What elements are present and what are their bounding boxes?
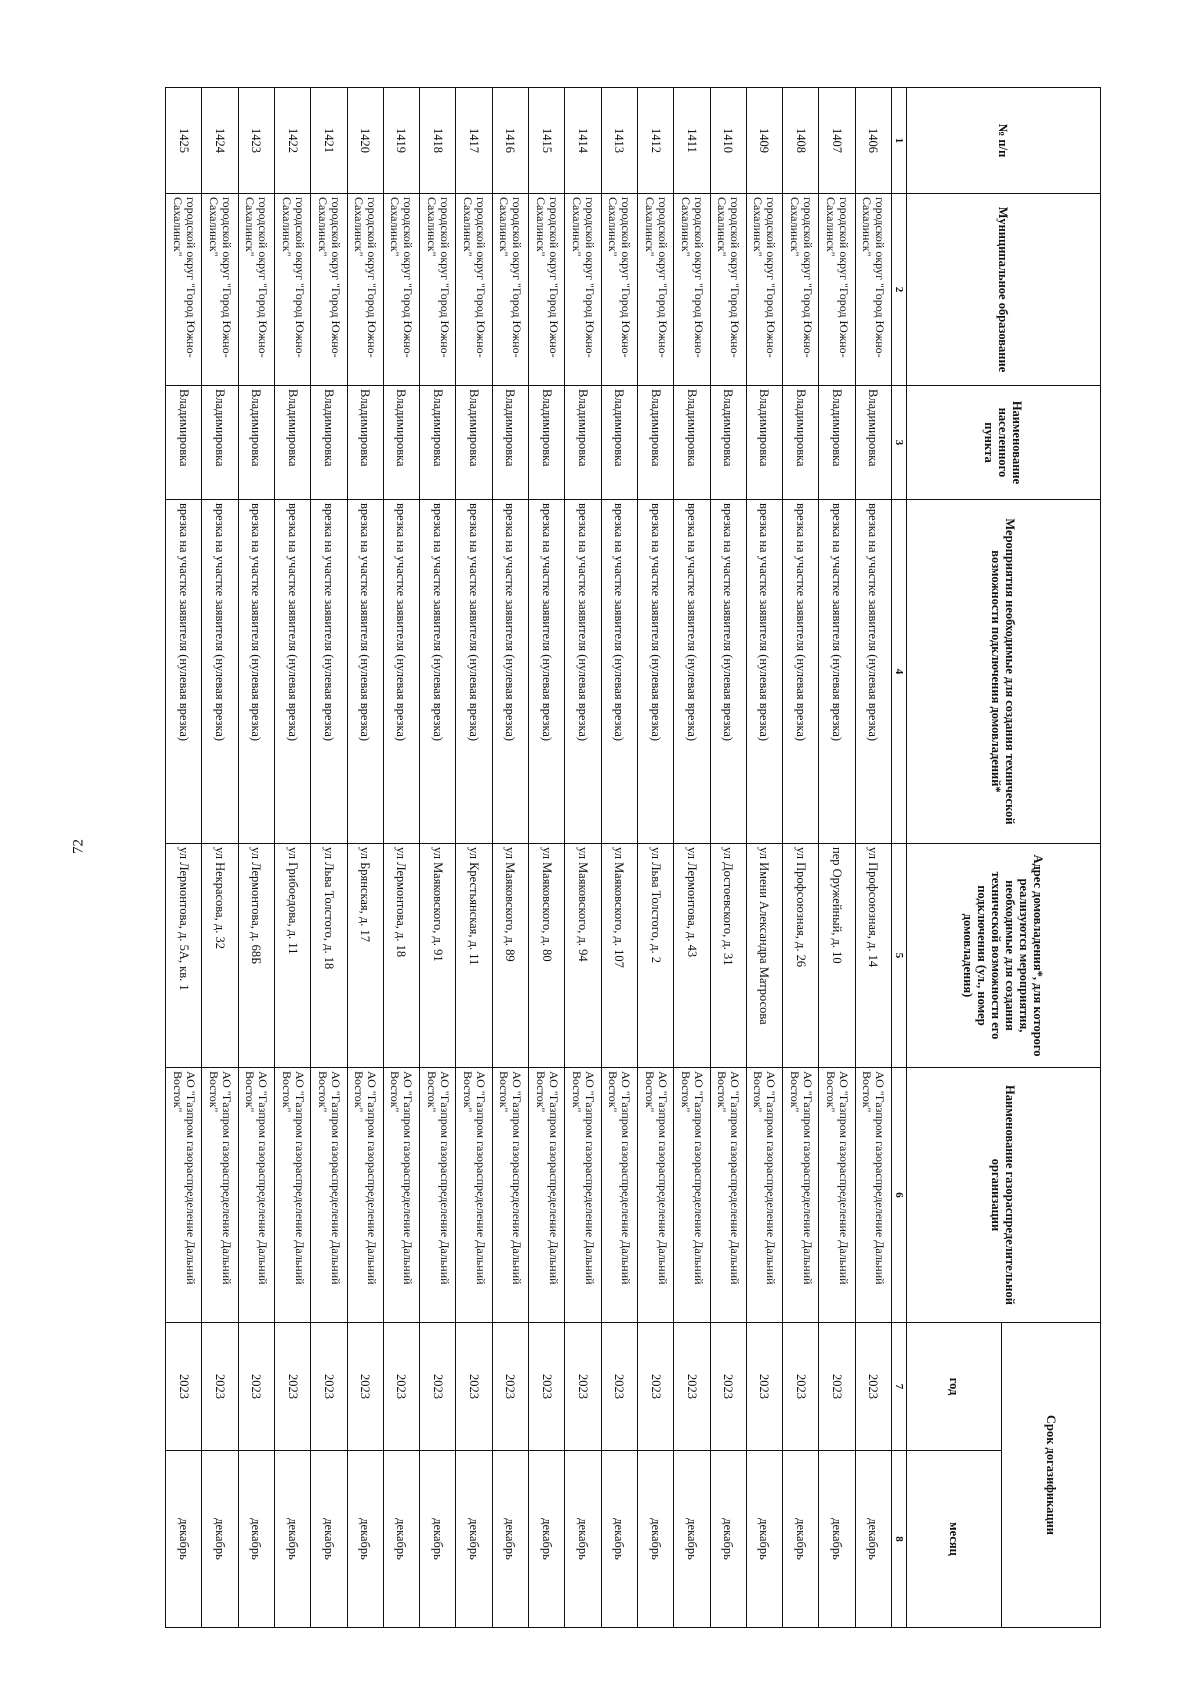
cell-number: 1407 (819, 88, 855, 194)
cell-address: ул Брянская, д. 17 (347, 844, 383, 1068)
cell-year: 2023 (674, 1323, 710, 1451)
cell-year: 2023 (383, 1323, 419, 1451)
cell-address: ул Лермонтова, д. 68Б (238, 844, 274, 1068)
cell-organization: АО "Газпром газораспределение Дальний Восток" (674, 1068, 710, 1323)
cell-settlement: Владимировка (746, 386, 782, 500)
column-number: 4 (892, 500, 907, 844)
header-num: № п/п (907, 88, 1101, 194)
cell-year: 2023 (166, 1323, 202, 1451)
column-number: 2 (892, 194, 907, 386)
table-body (166, 88, 892, 1628)
cell-year: 2023 (492, 1323, 528, 1451)
cell-organization: АО "Газпром газораспределение Дальний Восток" (819, 1068, 855, 1323)
cell-year: 2023 (202, 1323, 238, 1451)
cell-number: 1412 (637, 88, 673, 194)
column-number: 7 (892, 1323, 907, 1451)
cell-year: 2023 (565, 1323, 601, 1451)
cell-year: 2023 (238, 1323, 274, 1451)
cell-month: декабрь (855, 1451, 891, 1628)
table-row (456, 88, 492, 1628)
cell-organization: АО "Газпром газораспределение Дальний Восток" (202, 1068, 238, 1323)
cell-address: ул Лермонтова, д. 5А, кв. 1 (166, 844, 202, 1068)
table-row (238, 88, 274, 1628)
cell-settlement: Владимировка (311, 386, 347, 500)
cell-settlement: Владимировка (637, 386, 673, 500)
cell-month: декабрь (529, 1451, 565, 1628)
cell-year: 2023 (347, 1323, 383, 1451)
table-row (819, 88, 855, 1628)
cell-number: 1420 (347, 88, 383, 194)
cell-settlement: Владимировка (166, 386, 202, 500)
table-row (674, 88, 710, 1628)
cell-settlement: Владимировка (492, 386, 528, 500)
header-deadline: Срок догазификации (1002, 1323, 1101, 1628)
cell-settlement: Владимировка (274, 386, 310, 500)
cell-organization: АО "Газпром газораспределение Дальний Восток" (383, 1068, 419, 1323)
cell-measure: врезка на участке заявителя (нулевая врезка) (383, 500, 419, 844)
cell-year: 2023 (819, 1323, 855, 1451)
cell-number: 1423 (238, 88, 274, 194)
cell-year: 2023 (783, 1323, 819, 1451)
cell-number: 1415 (529, 88, 565, 194)
cell-municipality: городской округ "Город Южно-Сахалинск" (601, 194, 637, 386)
cell-measure: врезка на участке заявителя (нулевая врезка) (238, 500, 274, 844)
cell-number: 1411 (674, 88, 710, 194)
cell-settlement: Владимировка (855, 386, 891, 500)
cell-organization: АО "Газпром газораспределение Дальний Восток" (855, 1068, 891, 1323)
cell-month: декабрь (746, 1451, 782, 1628)
cell-municipality: городской округ "Город Южно-Сахалинск" (783, 194, 819, 386)
table-row (746, 88, 782, 1628)
cell-organization: АО "Газпром газораспределение Дальний Восток" (710, 1068, 746, 1323)
header-year: год (907, 1323, 1002, 1451)
header-municipality: Муниципальное образование (907, 194, 1101, 386)
cell-year: 2023 (456, 1323, 492, 1451)
cell-measure: врезка на участке заявителя (нулевая врезка) (855, 500, 891, 844)
cell-settlement: Владимировка (456, 386, 492, 500)
table-row (637, 88, 673, 1628)
cell-year: 2023 (746, 1323, 782, 1451)
cell-address: ул Маяковского, д. 80 (529, 844, 565, 1068)
cell-measure: врезка на участке заявителя (нулевая врезка) (783, 500, 819, 844)
table-row (202, 88, 238, 1628)
cell-address: ул Льва Толстого, д. 18 (311, 844, 347, 1068)
cell-measure: врезка на участке заявителя (нулевая врезка) (456, 500, 492, 844)
cell-month: декабрь (674, 1451, 710, 1628)
cell-address: ул Достоевского, д. 31 (710, 844, 746, 1068)
cell-municipality: городской округ "Город Южно-Сахалинск" (456, 194, 492, 386)
cell-measure: врезка на участке заявителя (нулевая врезка) (420, 500, 456, 844)
cell-municipality: городской округ "Город Южно-Сахалинск" (274, 194, 310, 386)
cell-measure: врезка на участке заявителя (нулевая врезка) (674, 500, 710, 844)
table-row (783, 88, 819, 1628)
cell-year: 2023 (529, 1323, 565, 1451)
gasification-table (165, 87, 1101, 1628)
cell-organization: АО "Газпром газораспределение Дальний Восток" (166, 1068, 202, 1323)
table-row (347, 88, 383, 1628)
cell-number: 1409 (746, 88, 782, 194)
cell-municipality: городской округ "Город Южно-Сахалинск" (529, 194, 565, 386)
rotated-page (165, 87, 1101, 1627)
cell-measure: врезка на участке заявителя (нулевая врезка) (202, 500, 238, 844)
cell-settlement: Владимировка (565, 386, 601, 500)
cell-month: декабрь (274, 1451, 310, 1628)
cell-settlement: Владимировка (420, 386, 456, 500)
table-row (710, 88, 746, 1628)
cell-municipality: городской округ "Город Южно-Сахалинск" (855, 194, 891, 386)
cell-address: ул Крестьянская, д. 11 (456, 844, 492, 1068)
cell-address: ул Лермонтова, д. 43 (674, 844, 710, 1068)
cell-number: 1416 (492, 88, 528, 194)
cell-month: декабрь (420, 1451, 456, 1628)
cell-measure: врезка на участке заявителя (нулевая врезка) (166, 500, 202, 844)
cell-measure: врезка на участке заявителя (нулевая врезка) (347, 500, 383, 844)
cell-address: ул Профсоюзная, д. 14 (855, 844, 891, 1068)
cell-month: декабрь (456, 1451, 492, 1628)
table-row (274, 88, 310, 1628)
cell-municipality: городской округ "Город Южно-Сахалинск" (492, 194, 528, 386)
column-number: 8 (892, 1451, 907, 1628)
cell-address: ул Маяковского, д. 94 (565, 844, 601, 1068)
column-number: 5 (892, 844, 907, 1068)
cell-number: 1413 (601, 88, 637, 194)
header-settlement: Наименование населенного пункта (907, 386, 1101, 500)
cell-address: ул Некрасова, д. 32 (202, 844, 238, 1068)
cell-measure: врезка на участке заявителя (нулевая врезка) (274, 500, 310, 844)
cell-address: ул Грибоедова, д. 11 (274, 844, 310, 1068)
cell-month: декабрь (166, 1451, 202, 1628)
cell-month: декабрь (238, 1451, 274, 1628)
table-row (166, 88, 202, 1628)
cell-municipality: городской округ "Город Южно-Сахалинск" (710, 194, 746, 386)
table-row (420, 88, 456, 1628)
cell-organization: АО "Газпром газораспределение Дальний Восток" (565, 1068, 601, 1323)
header-address: Адрес домовладения*, для которого реализуются мероприятия, необходимые для создания технической возможности его подключения (ул., номер домовладения) (907, 844, 1101, 1068)
cell-municipality: городской округ "Город Южно-Сахалинск" (238, 194, 274, 386)
cell-organization: АО "Газпром газораспределение Дальний Восток" (601, 1068, 637, 1323)
cell-municipality: городской округ "Город Южно-Сахалинск" (819, 194, 855, 386)
header-row (1002, 88, 1101, 1628)
cell-month: декабрь (601, 1451, 637, 1628)
table-row (383, 88, 419, 1628)
cell-measure: врезка на участке заявителя (нулевая врезка) (529, 500, 565, 844)
header-organization: Наименование газораспределительной организации (907, 1068, 1101, 1323)
cell-address: ул Льва Толстого, д. 2 (637, 844, 673, 1068)
cell-organization: АО "Газпром газораспределение Дальний Восток" (529, 1068, 565, 1323)
cell-measure: врезка на участке заявителя (нулевая врезка) (746, 500, 782, 844)
cell-organization: АО "Газпром газораспределение Дальний Восток" (492, 1068, 528, 1323)
cell-municipality: городской округ "Город Южно-Сахалинск" (166, 194, 202, 386)
cell-number: 1422 (274, 88, 310, 194)
cell-organization: АО "Газпром газораспределение Дальний Восток" (311, 1068, 347, 1323)
cell-number: 1425 (166, 88, 202, 194)
cell-settlement: Владимировка (529, 386, 565, 500)
cell-number: 1418 (420, 88, 456, 194)
cell-address: ул Маяковского, д. 89 (492, 844, 528, 1068)
cell-number: 1414 (565, 88, 601, 194)
cell-month: декабрь (710, 1451, 746, 1628)
cell-municipality: городской округ "Город Южно-Сахалинск" (383, 194, 419, 386)
table-row (311, 88, 347, 1628)
header-measures: Мероприятия необходимые для создания технической возможности подключения домовладений* (907, 500, 1101, 844)
table-row (529, 88, 565, 1628)
cell-municipality: городской округ "Город Южно-Сахалинск" (674, 194, 710, 386)
cell-organization: АО "Газпром газораспределение Дальний Восток" (637, 1068, 673, 1323)
cell-settlement: Владимировка (238, 386, 274, 500)
column-number-row (892, 88, 907, 1628)
cell-year: 2023 (637, 1323, 673, 1451)
cell-year: 2023 (855, 1323, 891, 1451)
cell-settlement: Владимировка (819, 386, 855, 500)
cell-year: 2023 (601, 1323, 637, 1451)
cell-number: 1421 (311, 88, 347, 194)
cell-number: 1419 (383, 88, 419, 194)
table-row (492, 88, 528, 1628)
cell-measure: врезка на участке заявителя (нулевая врезка) (311, 500, 347, 844)
cell-measure: врезка на участке заявителя (нулевая врезка) (565, 500, 601, 844)
cell-municipality: городской округ "Город Южно-Сахалинск" (746, 194, 782, 386)
cell-number: 1410 (710, 88, 746, 194)
cell-measure: врезка на участке заявителя (нулевая врезка) (637, 500, 673, 844)
header-month: месяц (907, 1451, 1002, 1628)
cell-number: 1406 (855, 88, 891, 194)
cell-month: декабрь (783, 1451, 819, 1628)
cell-municipality: городской округ "Город Южно-Сахалинск" (420, 194, 456, 386)
table-row (855, 88, 891, 1628)
cell-month: декабрь (565, 1451, 601, 1628)
cell-settlement: Владимировка (674, 386, 710, 500)
column-number: 3 (892, 386, 907, 500)
cell-month: декабрь (347, 1451, 383, 1628)
cell-municipality: городской округ "Город Южно-Сахалинск" (202, 194, 238, 386)
cell-year: 2023 (710, 1323, 746, 1451)
cell-settlement: Владимировка (347, 386, 383, 500)
cell-address: ул Имени Александра Матросова (746, 844, 782, 1068)
cell-number: 1424 (202, 88, 238, 194)
cell-organization: АО "Газпром газораспределение Дальний Восток" (746, 1068, 782, 1323)
cell-organization: АО "Газпром газораспределение Дальний Восток" (783, 1068, 819, 1323)
table-row (601, 88, 637, 1628)
cell-settlement: Владимировка (383, 386, 419, 500)
cell-municipality: городской округ "Город Южно-Сахалинск" (637, 194, 673, 386)
cell-address: ул Профсоюзная, д. 26 (783, 844, 819, 1068)
cell-address: ул Маяковского, д. 107 (601, 844, 637, 1068)
cell-measure: врезка на участке заявителя (нулевая врезка) (819, 500, 855, 844)
cell-settlement: Владимировка (783, 386, 819, 500)
cell-number: 1408 (783, 88, 819, 194)
column-number: 1 (892, 88, 907, 194)
cell-address: пер Оружейный, д. 10 (819, 844, 855, 1068)
cell-number: 1417 (456, 88, 492, 194)
cell-month: декабрь (637, 1451, 673, 1628)
cell-year: 2023 (420, 1323, 456, 1451)
cell-organization: АО "Газпром газораспределение Дальний Восток" (238, 1068, 274, 1323)
cell-municipality: городской округ "Город Южно-Сахалинск" (311, 194, 347, 386)
cell-month: декабрь (202, 1451, 238, 1628)
table-row (565, 88, 601, 1628)
cell-organization: АО "Газпром газораспределение Дальний Восток" (456, 1068, 492, 1323)
cell-month: декабрь (383, 1451, 419, 1628)
cell-address: ул Маяковского, д. 91 (420, 844, 456, 1068)
column-number: 6 (892, 1068, 907, 1323)
cell-organization: АО "Газпром газораспределение Дальний Восток" (420, 1068, 456, 1323)
cell-municipality: городской округ "Город Южно-Сахалинск" (347, 194, 383, 386)
cell-settlement: Владимировка (202, 386, 238, 500)
cell-settlement: Владимировка (601, 386, 637, 500)
cell-month: декабрь (311, 1451, 347, 1628)
cell-year: 2023 (274, 1323, 310, 1451)
cell-month: декабрь (492, 1451, 528, 1628)
cell-measure: врезка на участке заявителя (нулевая врезка) (601, 500, 637, 844)
cell-measure: врезка на участке заявителя (нулевая врезка) (710, 500, 746, 844)
cell-settlement: Владимировка (710, 386, 746, 500)
cell-year: 2023 (311, 1323, 347, 1451)
page-number: 72 (70, 839, 87, 854)
cell-month: декабрь (819, 1451, 855, 1628)
cell-address: ул Лермонтова, д. 18 (383, 844, 419, 1068)
cell-municipality: городской округ "Город Южно-Сахалинск" (565, 194, 601, 386)
cell-organization: АО "Газпром газораспределение Дальний Восток" (274, 1068, 310, 1323)
cell-measure: врезка на участке заявителя (нулевая врезка) (492, 500, 528, 844)
cell-organization: АО "Газпром газораспределение Дальний Восток" (347, 1068, 383, 1323)
